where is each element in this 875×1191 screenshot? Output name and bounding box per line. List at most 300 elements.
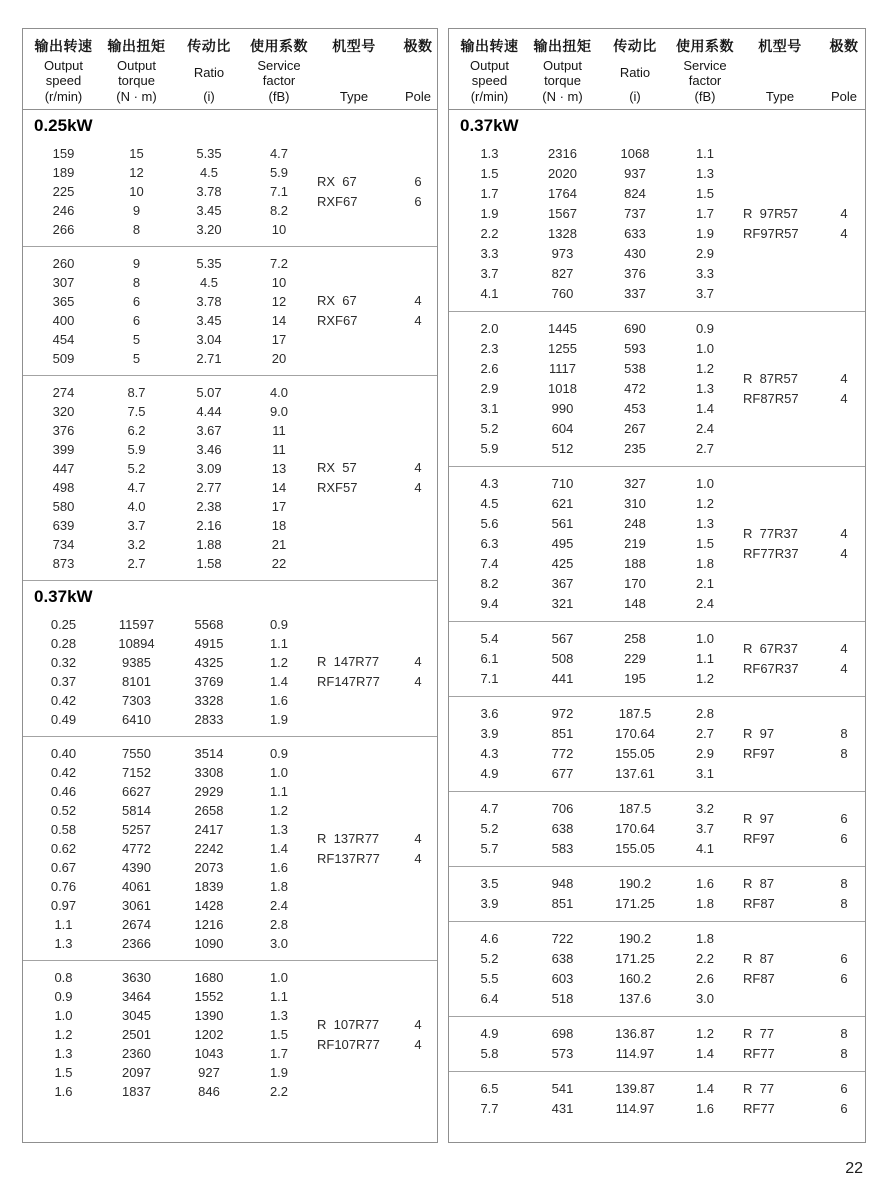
ratio-cell: 170 [624,576,646,591]
spec-block [449,792,865,866]
spec-block [449,622,865,696]
ratio-cell: 3.46 [196,442,222,457]
service-factor-cell: 7.2 [269,256,289,271]
output-torque-cell: 3045 [122,1008,151,1023]
pole-line: 4 [414,480,422,495]
type-line: RX 57 [317,460,357,475]
column-header-en-line: Output [43,57,84,73]
output-torque-cell: 1445 [548,321,577,336]
ratio-cell: 2.71 [196,351,222,366]
table-row [23,820,309,839]
pole-line: 8 [840,1026,848,1041]
output-torque-cell: 722 [551,931,574,946]
spec-block [23,737,437,960]
service-factor-cell: 1.4 [695,401,715,416]
column-header-en [470,58,509,88]
output-speed-cell: 3.6 [480,706,499,721]
output-speed-cell: 1.0 [54,1008,73,1023]
service-factor-cell: 2.9 [695,246,715,261]
pole-line: 6 [840,1081,848,1096]
table-row [449,799,735,819]
service-factor-cell: 3.7 [695,286,715,301]
type-line: R 87R57 [743,371,798,386]
ratio-cell: 170.64 [615,821,655,836]
type-line: RF107R77 [317,1036,380,1052]
output-torque-cell: 7.5 [127,404,146,419]
table-row [449,339,735,359]
service-factor-cell: 1.6 [695,876,715,891]
type-line: RF147R77 [317,674,380,689]
ratio-cell: 3.45 [196,203,222,218]
output-speed-cell: 274 [52,385,75,400]
output-speed-cell: 246 [52,203,75,218]
output-speed-cell: 1.3 [54,936,73,951]
ratio-cell: 258 [624,631,646,646]
spec-block [23,608,437,736]
output-speed-cell: 3.9 [480,896,499,911]
service-factor-cell: 1.9 [695,226,715,241]
output-speed-cell: 0.42 [50,693,77,708]
service-factor-cell: 14 [271,480,287,495]
spec-rows [23,615,309,729]
service-factor-cell: 1.4 [269,841,289,856]
column-header [595,36,675,104]
column-header-cn: 传动比 [187,38,231,54]
pole-line: 8 [840,1046,848,1061]
column-header-unit: (fB) [268,89,290,104]
output-torque-cell: 710 [551,476,574,491]
output-torque-cell: 10894 [118,636,155,651]
pole-cell [825,524,863,564]
pole-line: 6 [414,193,422,209]
table-row [449,744,735,764]
table-row [23,691,309,710]
ratio-cell: 927 [198,1065,220,1080]
type-cell [735,874,825,914]
service-factor-cell: 4.0 [269,385,289,400]
output-speed-cell: 4.1 [480,286,499,301]
column-header-cn: 机型号 [332,38,376,54]
column-header-en-line: speed [471,72,508,88]
output-torque-cell: 760 [551,286,574,301]
service-factor-cell: 1.5 [269,1027,289,1042]
service-factor-cell: 1.0 [695,631,715,646]
type-cell [309,291,399,331]
table-row [449,649,735,669]
table-row [449,594,735,614]
type-cell [309,829,399,869]
column-header-en-line: Output [542,57,583,73]
ratio-cell: 2.16 [196,518,222,533]
output-speed-cell: 1.6 [54,1084,73,1099]
pole-cell [825,874,863,914]
column-header-en [257,58,300,88]
service-factor-cell: 22 [271,556,287,571]
ratio-cell: 538 [624,361,646,376]
output-speed-cell: 6.1 [480,651,499,666]
ratio-cell: 593 [624,341,646,356]
ratio-cell: 155.05 [615,841,655,856]
table-row [23,383,309,402]
column-header-cn: 机型号 [758,38,802,54]
ratio-cell: 195 [624,671,646,686]
table-row [449,439,735,459]
output-torque-cell: 851 [551,896,574,911]
ratio-cell: 3.20 [196,222,222,237]
type-line: RF77R37 [743,546,799,561]
table-row [23,144,309,163]
output-torque-cell: 15 [129,146,144,161]
spec-rows [449,799,735,859]
ratio-cell: 376 [624,266,646,281]
spec-rows [449,929,735,1009]
type-line: RF97 [743,831,775,846]
output-torque-cell: 12 [129,165,144,180]
output-torque-cell: 8.7 [127,385,146,400]
table-row [23,710,309,729]
table-row [449,474,735,494]
spec-rows [449,144,735,304]
type-line: R 97 [743,811,775,826]
pole-line: 6 [840,951,848,966]
output-speed-cell: 0.42 [50,765,77,780]
column-header-en-line: Output [469,57,510,73]
table-row [23,182,309,201]
ratio-cell: 690 [624,321,646,336]
table-row [449,1099,735,1119]
table-row [23,330,309,349]
output-speed-cell: 225 [52,184,75,199]
output-torque-cell: 3630 [122,970,151,985]
spec-block [449,1072,865,1126]
ratio-cell: 219 [624,536,646,551]
table-row [449,244,735,264]
pole-line: 4 [414,1036,422,1052]
service-factor-cell: 2.4 [695,596,715,611]
output-speed-cell: 1.2 [54,1027,73,1042]
output-torque-cell: 7303 [122,693,151,708]
output-torque-cell: 8 [132,275,141,290]
type-line: R 137R77 [317,830,380,846]
type-line: RF77 [743,1101,775,1116]
service-factor-cell: 9.0 [269,404,289,419]
column-header-unit: (r/min) [470,89,509,104]
ratio-cell: 4.5 [199,275,219,290]
type-cell [309,652,399,692]
output-torque-cell: 4.7 [127,480,146,495]
service-factor-cell: 8.2 [269,203,289,218]
ratio-cell: 846 [198,1084,220,1099]
column-header [530,36,595,104]
column-header [309,36,399,104]
ratio-cell: 155.05 [615,746,655,761]
column-header-unit: (r/min) [44,89,83,104]
type-line: R 77 [743,1026,775,1041]
output-torque-cell: 2020 [548,166,577,181]
pole-cell [825,1024,863,1064]
output-torque-cell: 495 [551,536,574,551]
spec-table-left [22,28,438,1143]
table-row [449,399,735,419]
table-row [23,554,309,573]
column-header-unit: (N · m) [116,89,157,104]
pole-line: 6 [414,173,422,189]
table-row [23,987,309,1006]
service-factor-cell: 1.1 [695,651,715,666]
table-row [23,934,309,953]
service-factor-cell: 1.3 [695,381,715,396]
output-speed-cell: 365 [52,294,75,309]
output-speed-cell: 4.6 [480,931,499,946]
table-row [23,744,309,763]
service-factor-cell: 1.5 [695,186,715,201]
service-factor-cell: 13 [271,461,287,476]
spec-rows [449,319,735,459]
spec-rows [23,968,309,1101]
table-row [23,201,309,220]
spec-rows [449,704,735,784]
column-header-cn: 极数 [829,38,859,54]
service-factor-cell: 10 [271,222,287,237]
ratio-cell: 5.07 [196,385,222,400]
pole-line: 4 [840,546,848,561]
output-torque-cell: 6 [132,294,141,309]
output-speed-cell: 0.52 [50,803,77,818]
table-row [23,292,309,311]
service-factor-cell: 1.0 [695,476,715,491]
type-line: R 97 [743,726,775,741]
output-speed-cell: 6.3 [480,536,499,551]
table-row [23,782,309,801]
output-torque-cell: 7152 [122,765,151,780]
service-factor-cell: 1.0 [695,341,715,356]
pole-line: 4 [414,830,422,846]
spec-rows [23,383,309,573]
table-row [23,459,309,478]
column-header-en-line: torque [118,72,155,88]
table-row [449,264,735,284]
column-header [675,36,735,104]
pole-cell [825,809,863,849]
output-speed-cell: 0.49 [50,712,77,727]
output-torque-cell: 3.7 [127,518,146,533]
service-factor-cell: 1.6 [269,693,289,708]
service-factor-cell: 2.9 [695,746,715,761]
table-row [23,220,309,239]
output-torque-cell: 321 [551,596,574,611]
output-torque-cell: 6627 [122,784,151,799]
type-line: R 87 [743,951,775,966]
output-torque-cell: 5.2 [127,461,146,476]
table-row [449,144,735,164]
type-cell [735,1079,825,1119]
ratio-cell: 633 [624,226,646,241]
output-torque-cell: 5 [132,332,141,347]
column-header-unit: (i) [203,89,215,104]
table-row [449,724,735,744]
ratio-cell: 1390 [194,1008,224,1023]
output-speed-cell: 320 [52,404,75,419]
ratio-cell: 1.58 [196,556,222,571]
service-factor-cell: 3.0 [269,936,289,951]
output-speed-cell: 873 [52,556,75,571]
power-section-title: 0.37kW [460,116,519,135]
ratio-cell: 137.6 [618,991,652,1006]
output-speed-cell: 7.4 [480,556,499,571]
type-line: R 147R77 [317,654,380,669]
output-torque-cell: 8101 [122,674,151,689]
type-line: RF87 [743,971,775,986]
output-speed-cell: 0.40 [50,746,77,761]
output-speed-cell: 189 [52,165,75,180]
power-section-title: 0.25kW [34,116,93,135]
output-torque-cell: 2366 [122,936,151,951]
type-line: RXF57 [317,480,358,495]
output-torque-cell: 573 [551,1046,574,1061]
ratio-cell: 187.5 [618,706,652,721]
output-torque-cell: 2674 [122,917,151,932]
output-torque-cell: 698 [551,1026,574,1041]
output-speed-cell: 0.32 [50,655,77,670]
type-line: RF87R57 [743,391,799,406]
pole-line: 6 [840,1101,848,1116]
output-torque-cell: 583 [551,841,574,856]
pole-cell [399,291,437,331]
output-torque-cell: 541 [551,1081,574,1096]
column-header-cn: 输出扭矩 [107,38,166,54]
power-section-title: 0.37kW [34,587,93,606]
ratio-cell: 2658 [194,803,224,818]
service-factor-cell: 1.9 [269,1065,289,1080]
pole-cell [825,949,863,989]
ratio-cell: 187.5 [618,801,652,816]
type-cell [735,204,825,244]
output-torque-cell: 1255 [548,341,577,356]
service-factor-cell: 1.2 [695,1026,715,1041]
ratio-cell: 190.2 [618,876,652,891]
ratio-cell: 1043 [194,1046,224,1061]
output-speed-cell: 266 [52,222,75,237]
table-row [23,858,309,877]
ratio-cell: 5.35 [196,256,222,271]
output-torque-cell: 567 [551,631,574,646]
service-factor-cell: 3.1 [695,766,715,781]
table-row [449,989,735,1009]
table-row [23,968,309,987]
service-factor-cell: 0.9 [269,617,289,632]
table-row [449,554,735,574]
output-speed-cell: 639 [52,518,75,533]
service-factor-cell: 1.6 [695,1101,715,1116]
table-row [449,894,735,914]
ratio-cell: 3.78 [196,184,222,199]
output-torque-cell: 5.9 [127,442,146,457]
service-factor-cell: 1.1 [269,636,289,651]
service-factor-cell: 1.8 [695,556,715,571]
output-speed-cell: 5.9 [480,441,499,456]
ratio-cell: 337 [624,286,646,301]
spec-block [23,961,437,1108]
service-factor-cell: 3.3 [695,266,715,281]
column-header-unit: (i) [629,89,641,104]
service-factor-cell: 5.9 [269,165,289,180]
column-header-en-line: Service [683,57,727,73]
output-torque-cell: 8 [132,222,141,237]
ratio-cell: 267 [624,421,646,436]
ratio-cell: 229 [624,651,646,666]
output-speed-cell: 0.28 [50,636,77,651]
output-torque-cell: 603 [551,971,574,986]
ratio-cell: 2.77 [196,480,222,495]
table-row [23,763,309,782]
output-speed-cell: 580 [52,499,75,514]
type-line: RX 67 [317,173,357,189]
column-header-en-line: Output [116,57,157,73]
output-speed-cell: 0.67 [50,860,77,875]
ratio-cell: 4.5 [199,165,219,180]
table-row [23,896,309,915]
type-cell [735,949,825,989]
ratio-cell: 937 [624,166,646,181]
table-row [23,311,309,330]
output-speed-cell: 1.3 [480,146,499,161]
pole-line: 4 [840,526,848,541]
ratio-cell: 824 [624,186,646,201]
ratio-cell: 190.2 [618,931,652,946]
output-speed-cell: 2.3 [480,341,499,356]
type-line: RF77 [743,1046,775,1061]
output-torque-cell: 2097 [122,1065,151,1080]
type-line: RX 67 [317,293,357,308]
table-row [449,319,735,339]
output-speed-cell: 6.5 [480,1081,499,1096]
table-row [449,164,735,184]
output-torque-cell: 973 [551,246,574,261]
spec-table-right [448,28,866,1143]
table-row [23,877,309,896]
pole-line: 6 [840,811,848,826]
output-speed-cell: 1.7 [480,186,499,201]
output-torque-cell: 5 [132,351,141,366]
spec-block [23,137,437,246]
output-torque-cell: 827 [551,266,574,281]
pole-cell [825,639,863,679]
output-speed-cell: 159 [52,146,75,161]
pole-cell [399,652,437,692]
output-torque-cell: 2360 [122,1046,151,1061]
service-factor-cell: 1.2 [269,655,289,670]
output-speed-cell: 4.9 [480,766,499,781]
output-speed-cell: 0.97 [50,898,77,913]
column-header-en-line: torque [544,72,581,88]
output-speed-cell: 1.5 [54,1065,73,1080]
service-factor-cell: 21 [271,537,287,552]
service-factor-cell: 1.1 [269,784,289,799]
table-row [449,204,735,224]
output-torque-cell: 2316 [548,146,577,161]
ratio-cell: 4325 [194,655,224,670]
output-torque-cell: 1764 [548,186,577,201]
table-row [449,819,735,839]
pole-line: 4 [414,460,422,475]
ratio-cell: 1680 [194,970,224,985]
output-speed-cell: 3.3 [480,246,499,261]
service-factor-cell: 1.3 [695,516,715,531]
pole-cell [399,1015,437,1055]
column-header [449,36,530,104]
pole-line: 4 [414,1016,422,1032]
ratio-cell: 430 [624,246,646,261]
